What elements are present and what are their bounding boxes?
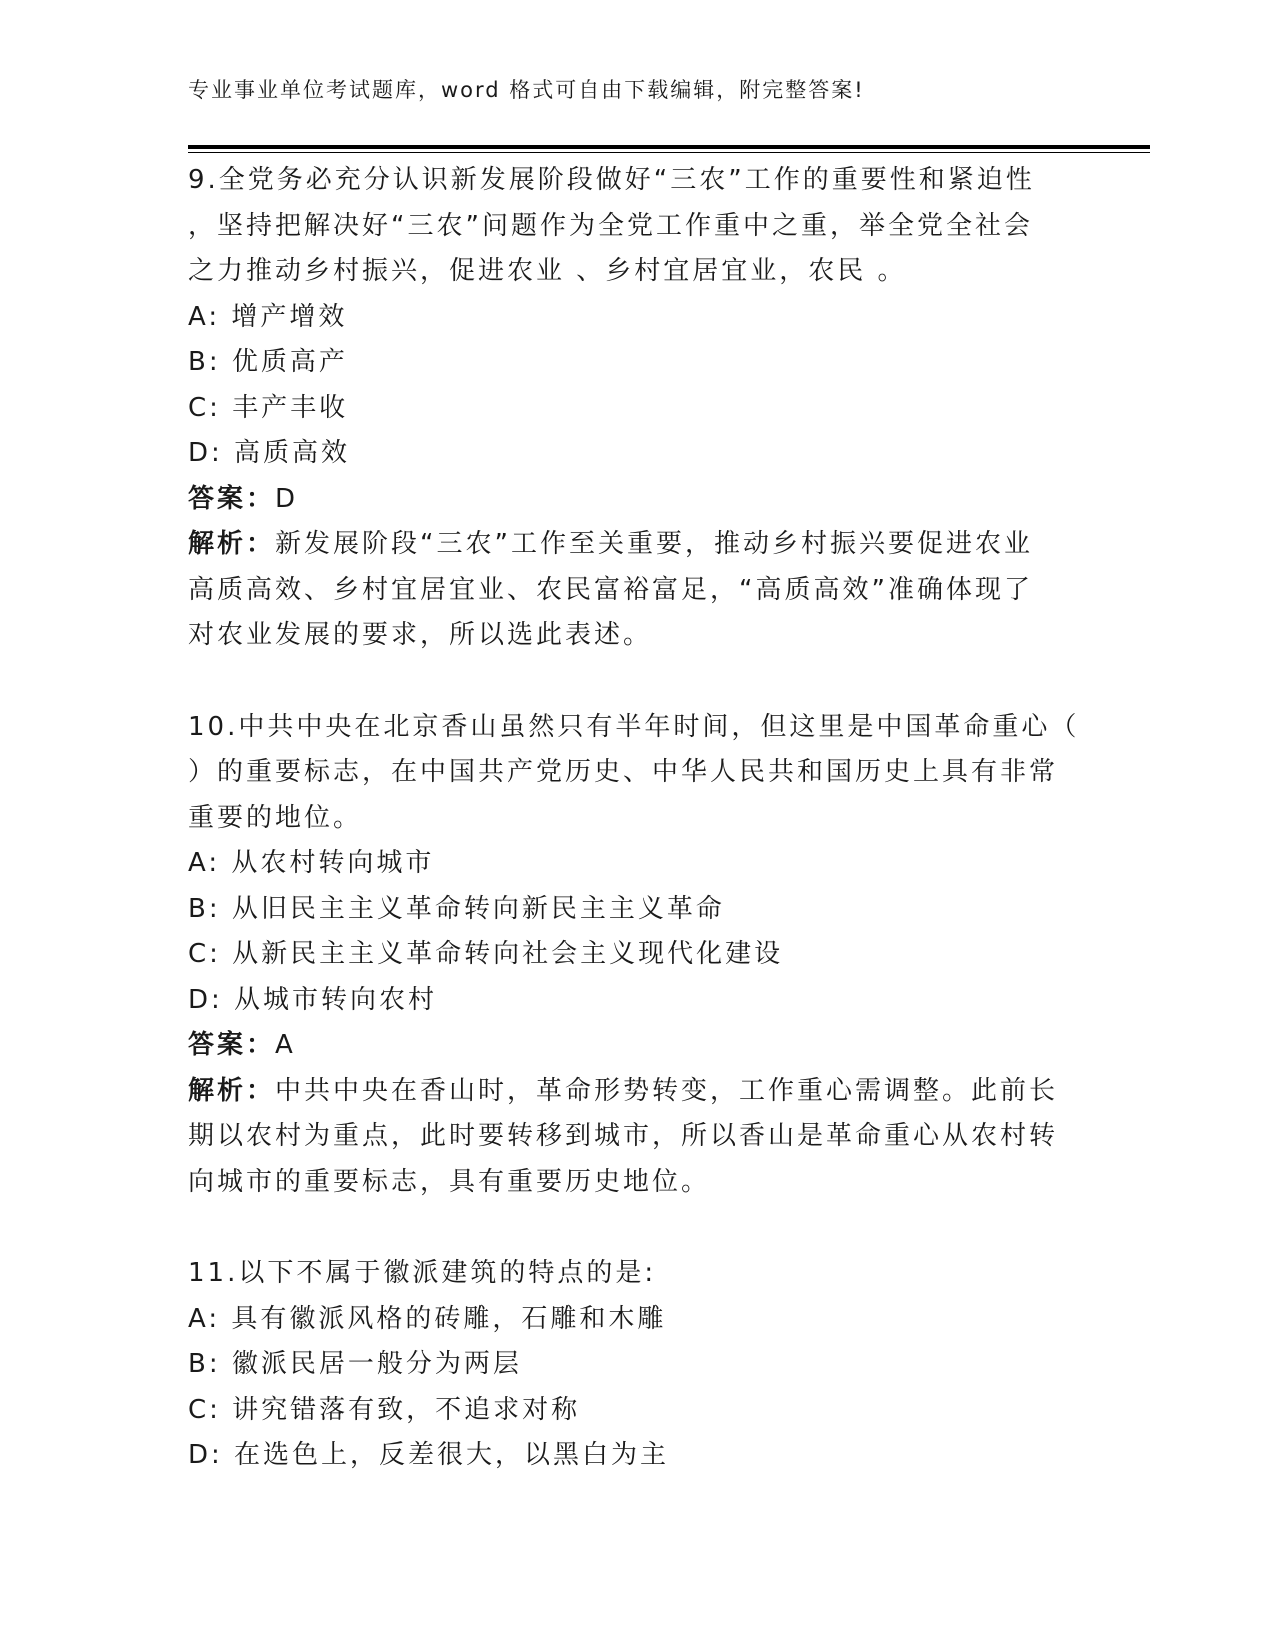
analysis-line: 高质高效、乡村宜居宜业、农民富裕富足，“高质高效”准确体现了 <box>188 574 1033 605</box>
option-a: A: 增产增效 <box>188 301 348 332</box>
option-d: D: 从城市转向农村 <box>188 984 438 1015</box>
question-stem-line: 11.以下不属于徽派建筑的特点的是: <box>188 1258 657 1288</box>
analysis-line <box>188 1069 1088 1115</box>
option-b: B: 从旧民主主义革命转向新民主主义革命 <box>188 893 725 924</box>
option-d: D: 高质高效 <box>188 438 351 468</box>
option-c: C: 讲究错落有致，不追求对称 <box>188 1394 581 1425</box>
analysis-label: 解析： <box>188 1075 276 1106</box>
answer-value: D <box>275 483 299 514</box>
question-stem-line: ）的重要标志，在中国共产党历史、中华人民共和国历史上具有非常 <box>188 757 1059 787</box>
option-a: A: 从农村转向城市 <box>188 848 435 878</box>
analysis-line: 对农业发展的要求，所以选此表述。 <box>188 620 653 650</box>
question-11 <box>188 1251 1088 1479</box>
option-c: C: 从新民主主义革命转向社会主义现代化建设 <box>188 939 784 969</box>
analysis-line: 期以农村为重点，此时要转移到城市，所以香山是革命重心从农村转 <box>188 1121 1059 1151</box>
option-d: D: 在选色上，反差很大，以黑白为主 <box>188 1440 670 1470</box>
answer-label: 答案： <box>188 1030 276 1060</box>
option-b: B: 优质高产 <box>188 347 348 377</box>
question-stem-line: 10.中共中央在北京香山虽然只有半年时间，但这里是中国革命重心（ <box>188 711 1080 742</box>
option-a: A: 具有徽派风格的砖雕，石雕和木雕 <box>188 1303 667 1334</box>
analysis-label: 解析： <box>188 529 276 559</box>
question-list <box>188 158 1088 1525</box>
question-stem-line: 之力推动乡村振兴，促进农业 、乡村宜居宜业，农民 。 <box>188 256 907 286</box>
page-header: 专业事业单位考试题库，word 格式可自由下载编辑，附完整答案! <box>188 78 865 102</box>
option-b: B: 徽派民居一般分为两层 <box>188 1349 522 1379</box>
analysis-text: 中共中央在香山时，革命形势转变，工作重心需调整。此前长 <box>275 1075 1059 1106</box>
answer-line <box>188 477 1088 523</box>
question-stem-line: 9.全党务必充分认识新发展阶段做好“三农”工作的重要性和紧迫性 <box>188 165 1035 195</box>
answer-line <box>188 1023 1088 1069</box>
question-stem-line: 重要的地位。 <box>188 802 363 833</box>
question-stem-line: ，坚持把解决好“三农”问题作为全党工作重中之重，举全党全社会 <box>188 210 1033 241</box>
answer-value: A <box>275 1030 296 1060</box>
analysis-line <box>188 522 1088 568</box>
analysis-text: 新发展阶段“三农”工作至关重要，推动乡村振兴要促进农业 <box>275 529 1033 559</box>
answer-label: 答案： <box>188 483 276 514</box>
analysis-line: 向城市的重要标志，具有重要历史地位。 <box>188 1166 711 1197</box>
question-10 <box>188 705 1088 1206</box>
header-rule-thick <box>188 145 1150 149</box>
question-9 <box>188 158 1088 659</box>
option-c: C: 丰产丰收 <box>188 392 349 423</box>
header-rule-thin <box>188 152 1150 153</box>
